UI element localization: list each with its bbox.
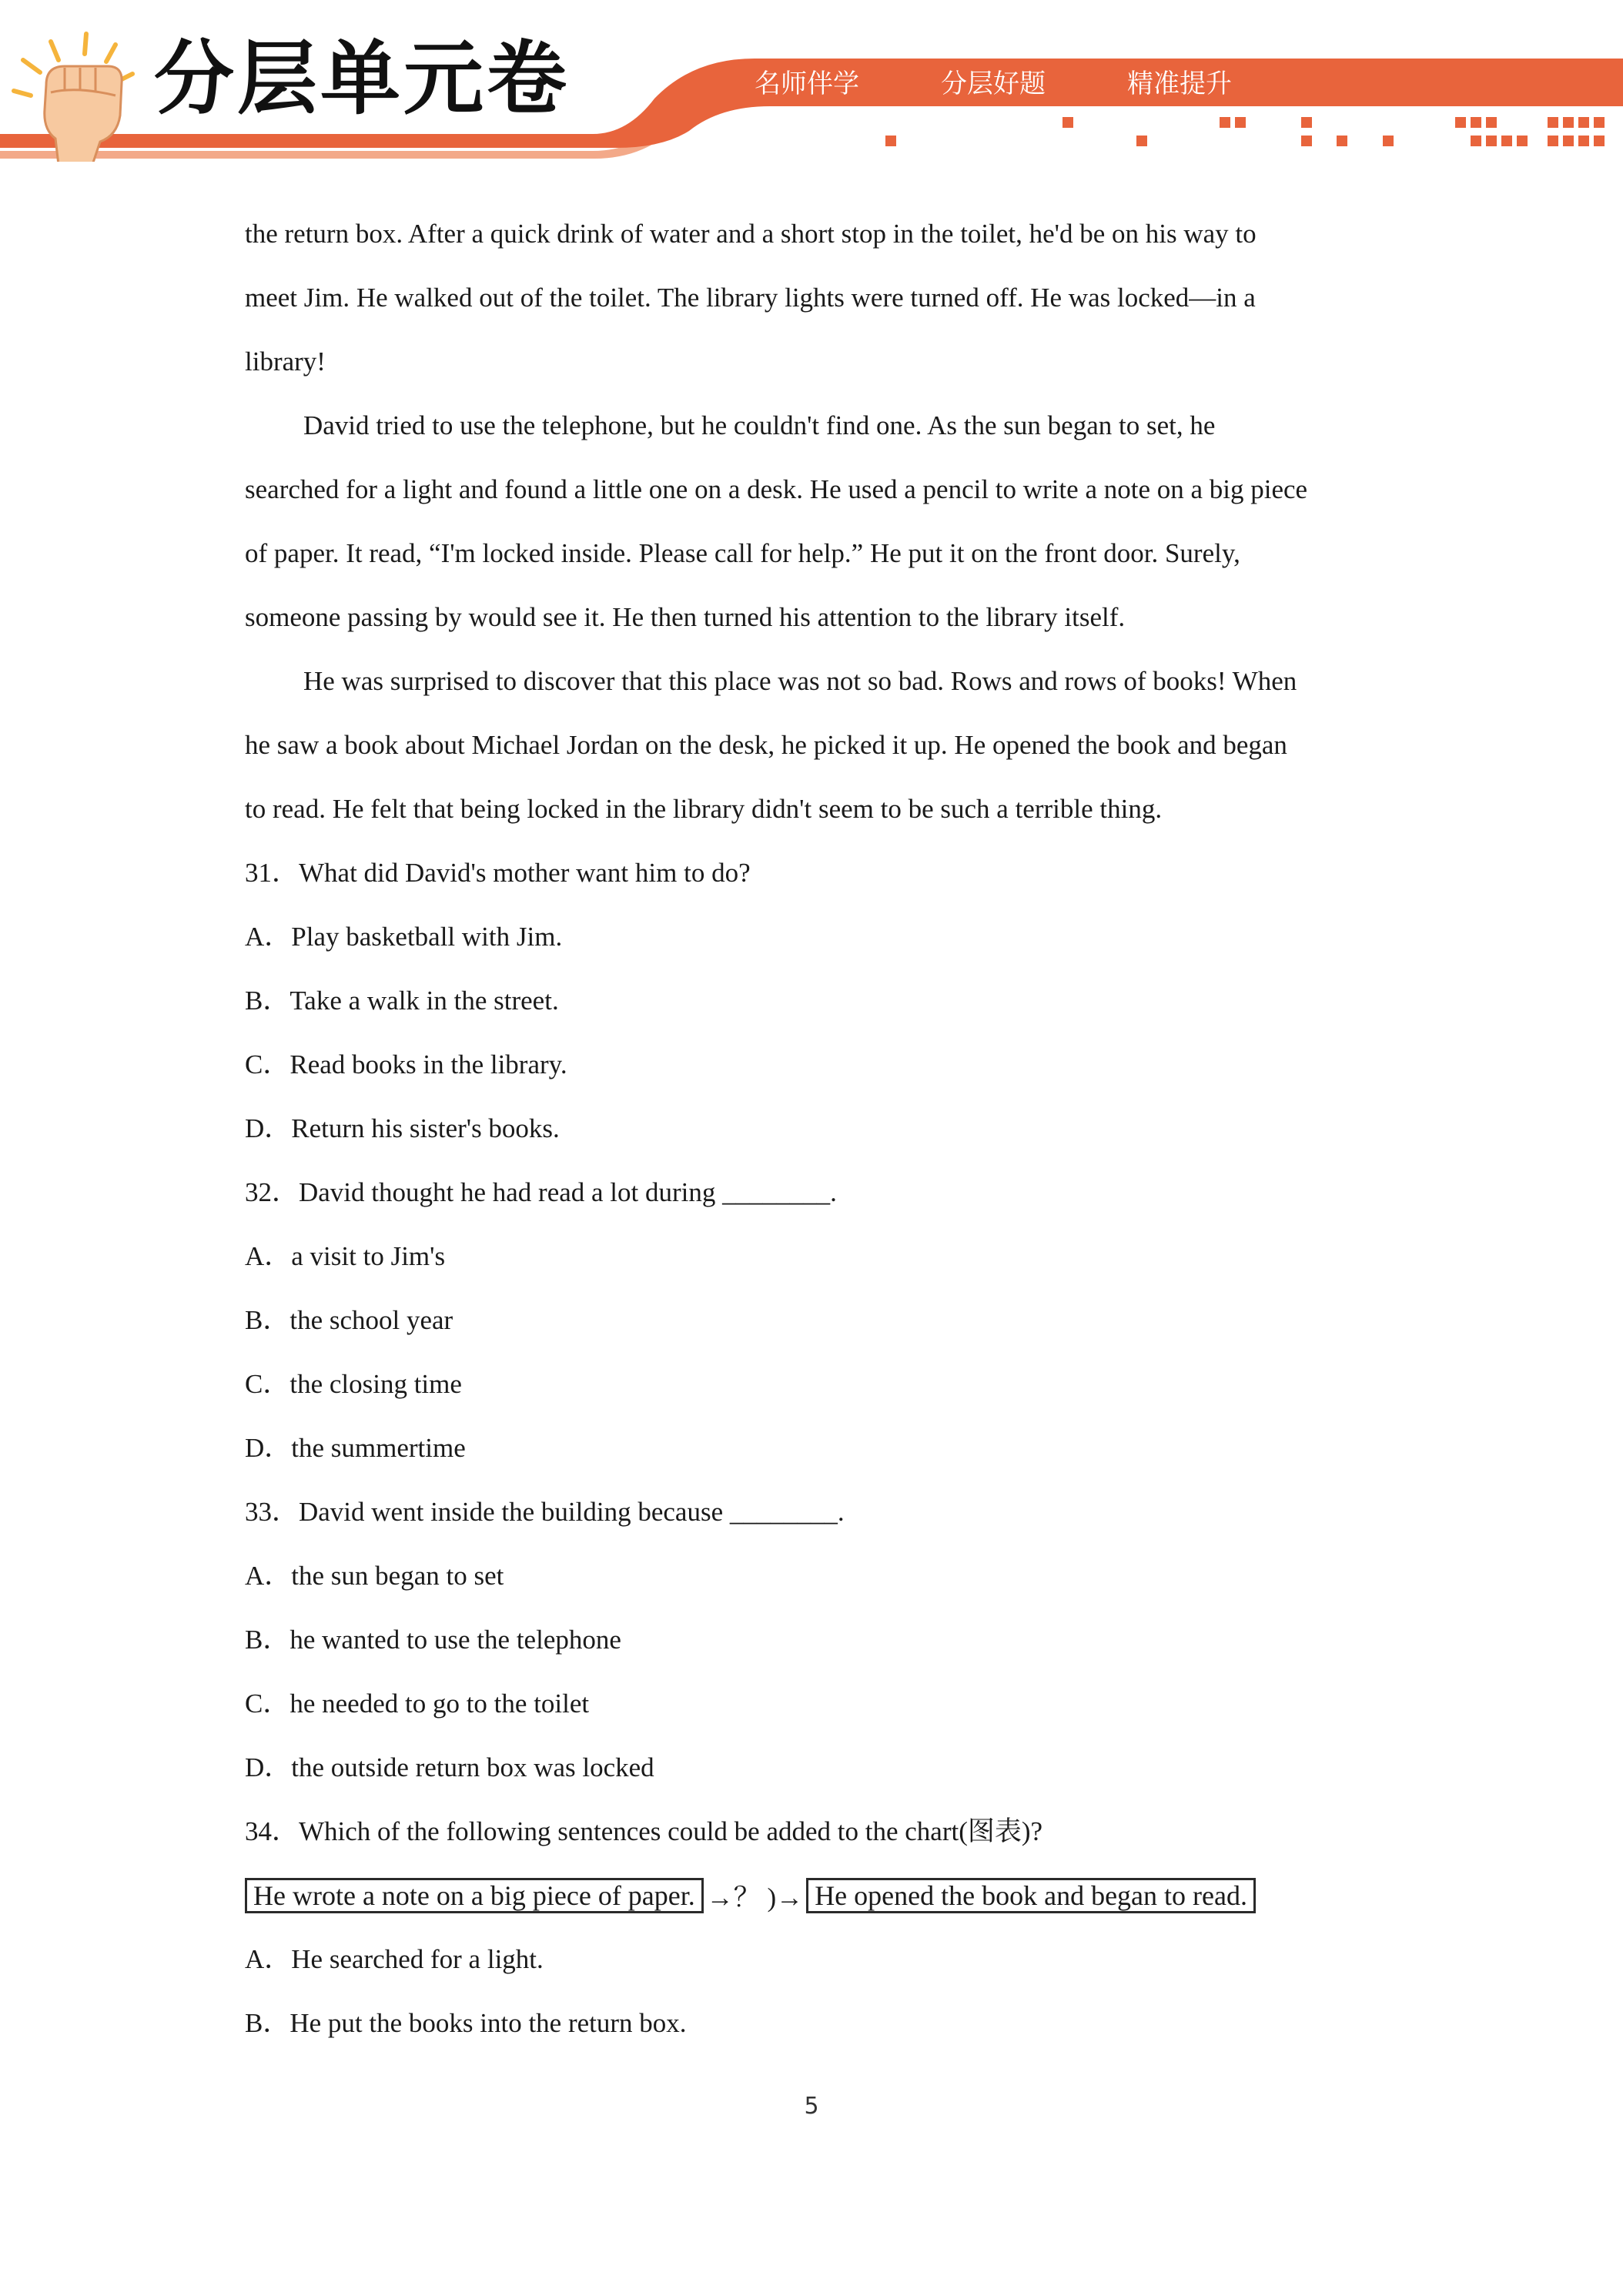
answer-option[interactable]: D．Return his sister's books. <box>245 1113 560 1143</box>
answer-option[interactable]: C．he needed to go to the toilet <box>245 1689 590 1719</box>
header-decor-squares <box>885 117 1605 146</box>
flow-chart-blank: →？ )→ <box>706 1882 804 1913</box>
brand-title: 分层单元卷 <box>154 32 571 126</box>
passage-line: the return box. After a quick drink of water and a short stop in the toilet, he'd be on his way to <box>245 219 1257 249</box>
answer-option[interactable]: D．the summertime <box>245 1433 466 1463</box>
answer-option[interactable]: D．the outside return box was locked <box>245 1752 654 1782</box>
passage-line: searched for a light and found a little one on a desk. He used a pencil to write a note on a big piece <box>245 474 1308 504</box>
slogan-item: 名师伴学 <box>755 68 859 99</box>
passage-line: He was surprised to discover that this place was not so bad. Rows and rows of books! When <box>303 666 1297 696</box>
question-34 <box>245 1799 1384 2055</box>
answer-option[interactable]: A．He searched for a light. <box>245 1944 544 1974</box>
reading-content <box>245 202 1384 2055</box>
page-header <box>0 0 1623 162</box>
question-stem: 34．Which of the following sentences could be added to the chart(图表)? <box>245 1816 1043 1846</box>
flow-chart <box>245 1863 1384 1927</box>
slogan-item: 分层好题 <box>941 68 1046 99</box>
passage-line: meet Jim. He walked out of the toilet. The library lights were turned off. He was locked—in a <box>245 283 1256 313</box>
page-number: 5 <box>804 2093 819 2120</box>
header-slogan <box>755 59 1232 102</box>
answer-option[interactable]: C．the closing time <box>245 1369 462 1399</box>
answer-option[interactable]: B．he wanted to use the telephone <box>245 1625 621 1655</box>
passage-line: to read. He felt that being locked in the library didn't seem to be such a terrible thing. <box>245 794 1163 824</box>
question-stem: 32．David thought he had read a lot during ________. <box>245 1177 837 1207</box>
question-31 <box>245 841 1384 1160</box>
flow-chart-box-right: He opened the book and began to read. <box>806 1878 1256 1913</box>
answer-option[interactable]: A．Play basketball with Jim. <box>245 922 563 952</box>
passage <box>245 202 1384 841</box>
question-32 <box>245 1160 1384 1480</box>
passage-line: he saw a book about Michael Jordan on the desk, he picked it up. He opened the book and began <box>245 730 1287 760</box>
passage-line: of paper. It read, “I'm locked inside. Please call for help.” He put it on the front door. Surely, <box>245 538 1240 568</box>
answer-option[interactable]: B．Take a walk in the street. <box>245 986 559 1016</box>
passage-line: David tried to use the telephone, but he couldn't find one. As the sun began to set, he <box>303 410 1216 440</box>
answer-option[interactable]: A．the sun began to set <box>245 1561 504 1591</box>
passage-line: library! <box>245 346 326 377</box>
passage-line: someone passing by would see it. He then turned his attention to the library itself. <box>245 602 1126 632</box>
question-33 <box>245 1480 1384 1799</box>
answer-option[interactable]: C．Read books in the library. <box>245 1049 567 1079</box>
question-stem: 33．David went inside the building because ________. <box>245 1497 845 1527</box>
question-stem: 31．What did David's mother want him to do? <box>245 858 751 888</box>
answer-option[interactable]: A．a visit to Jim's <box>245 1241 446 1271</box>
answer-option[interactable]: B．the school year <box>245 1305 453 1335</box>
slogan-item: 精准提升 <box>1127 68 1232 99</box>
answer-option[interactable]: B．He put the books into the return box. <box>245 2008 687 2038</box>
flow-chart-box-left: He wrote a note on a big piece of paper. <box>245 1878 704 1913</box>
